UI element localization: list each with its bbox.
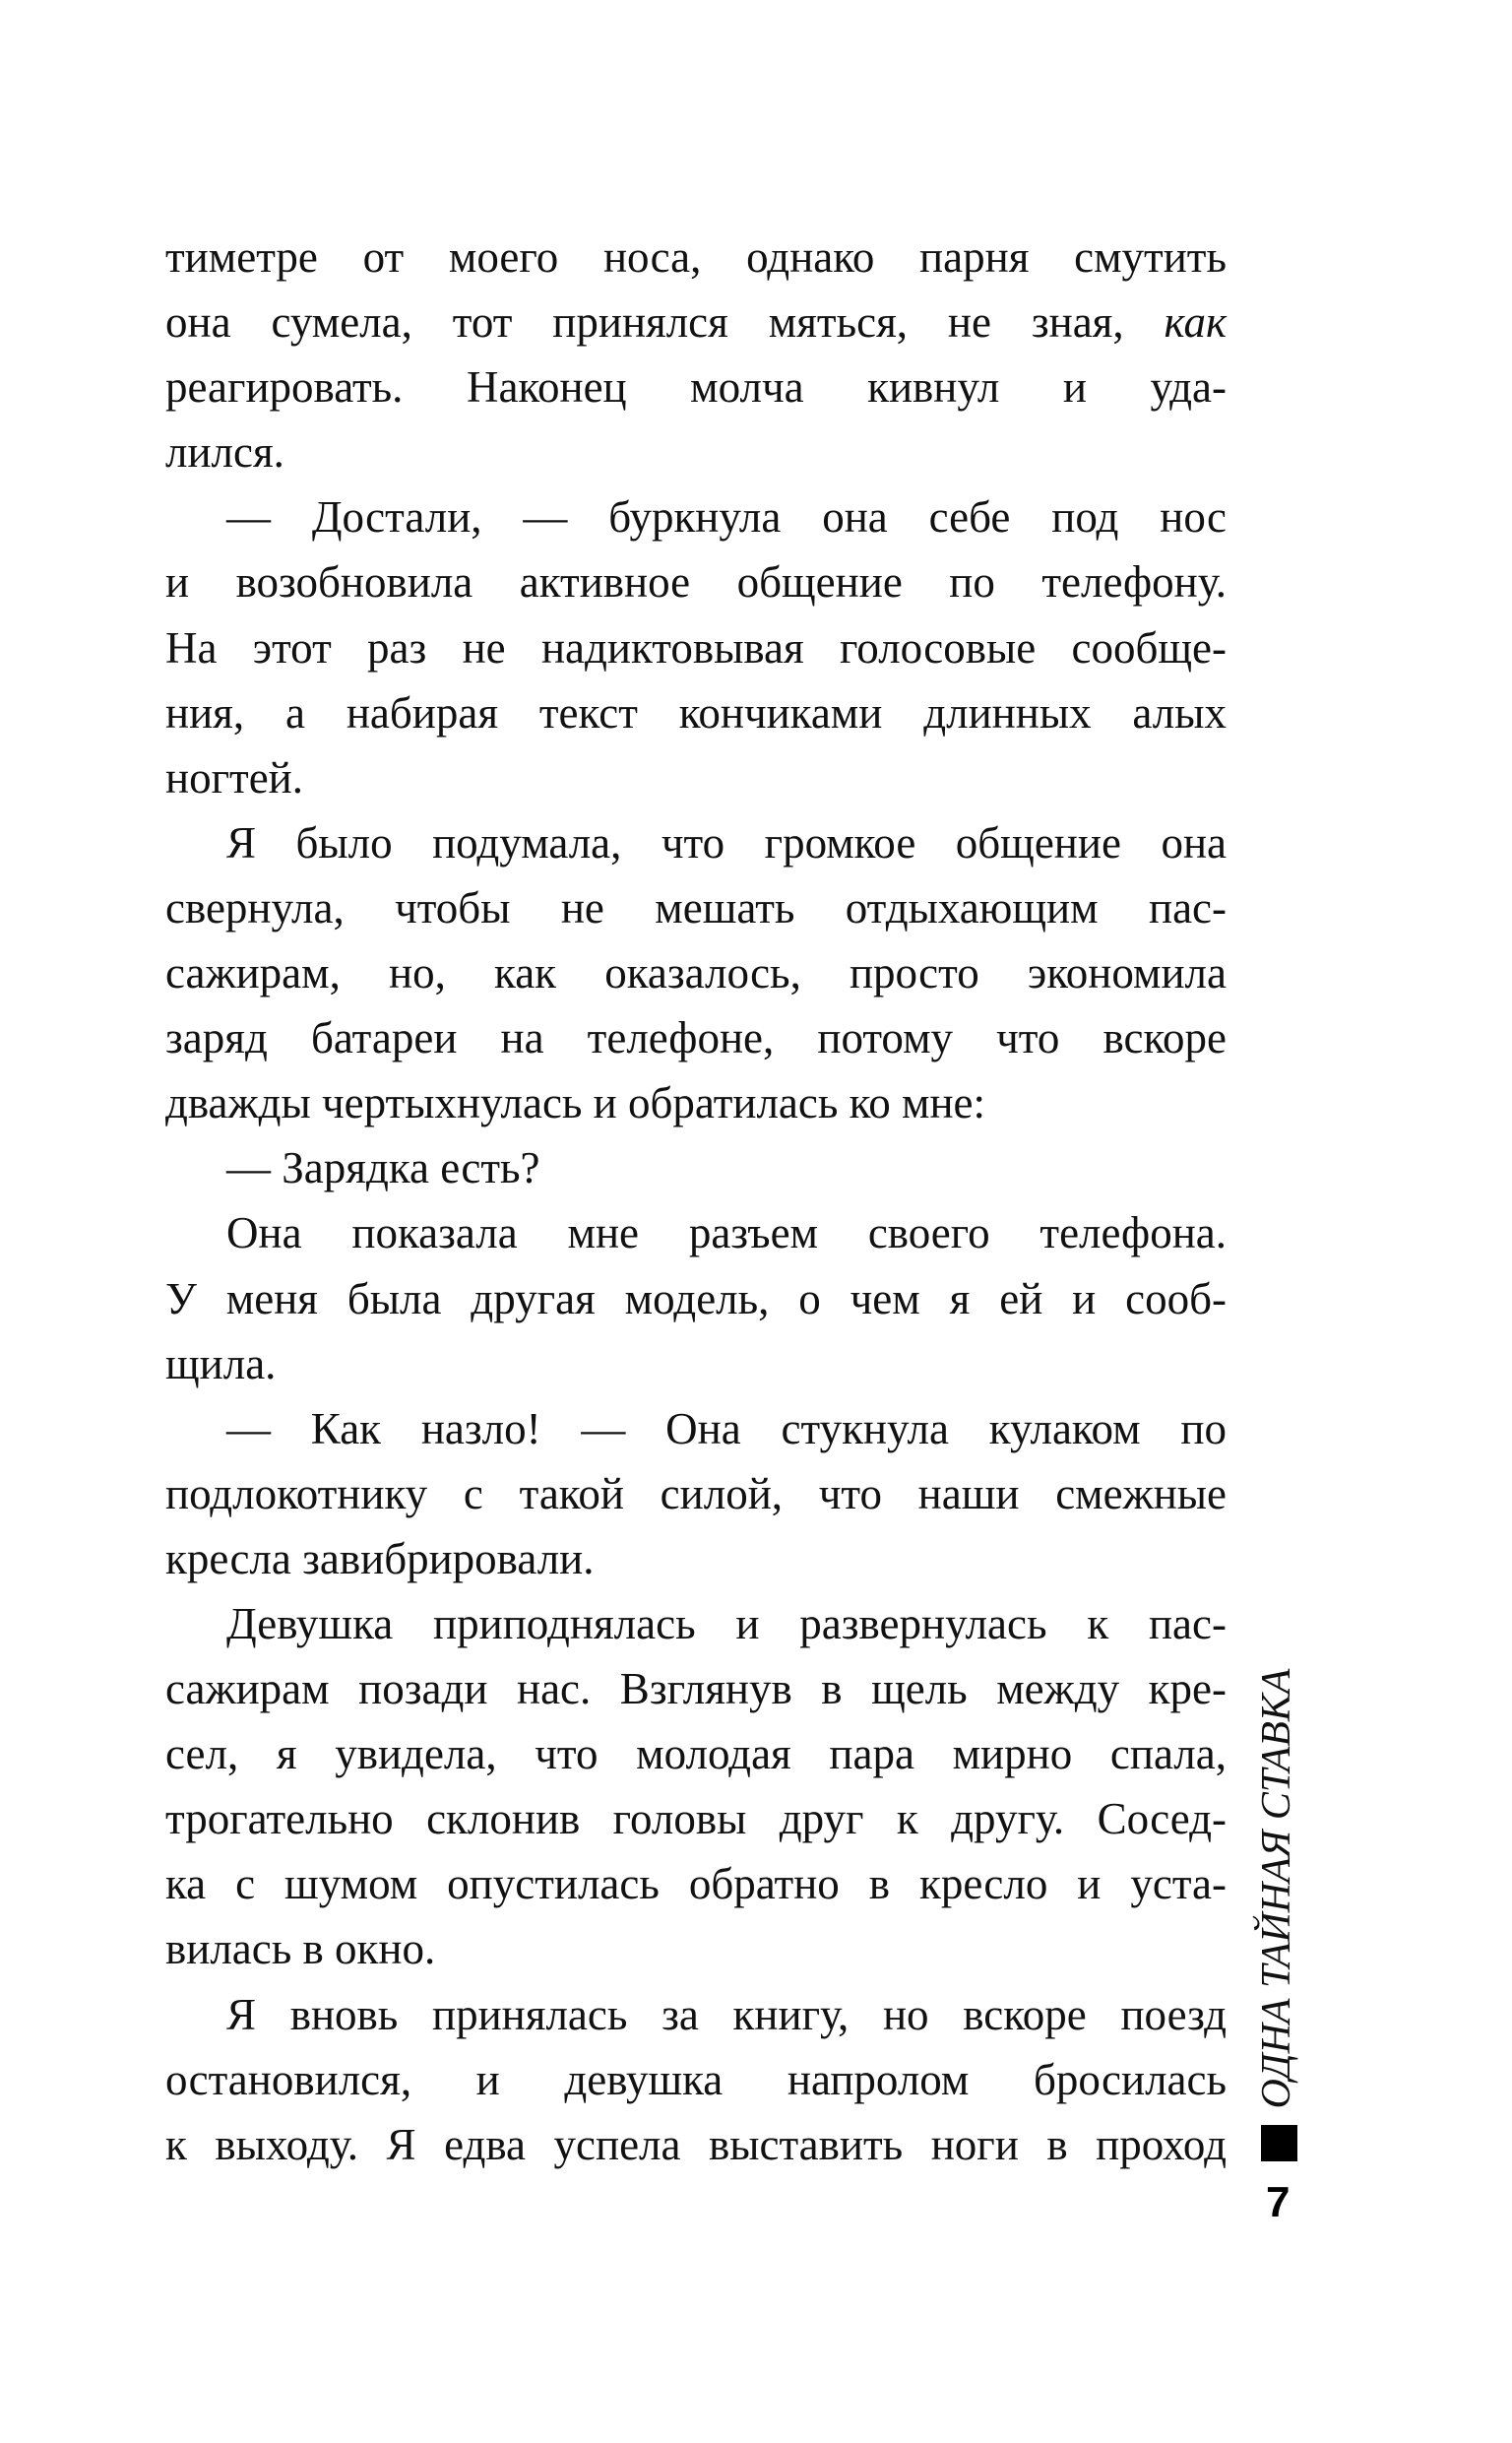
text-line: На этот раз не надиктовывая голосовые сообще- (165, 622, 1227, 673)
text-line: к выходу. Я едва успела выставить ноги в проход (165, 2119, 1227, 2169)
running-title (1252, 1664, 1301, 2112)
text-line: кресла завибрировали. (165, 1533, 595, 1583)
page-number: 7 (1266, 2178, 1291, 2226)
text-line: Я вновь принялась за книгу, но вскоре поезд (226, 1989, 1227, 2039)
text-line: ка с шумом опустилась обратно в кресло и уста- (165, 1859, 1227, 1909)
text-line: — Как назло! — Она стукнула кулаком по (226, 1403, 1227, 1453)
text-line: — Зарядка есть? (226, 1143, 540, 1193)
text-line: сажирам позади нас. Взглянув в щель между кре- (165, 1664, 1227, 1714)
page-body-text (165, 225, 1227, 2177)
text-line: остановился, и девушка напролом бросилась (165, 2054, 1227, 2104)
text-line: сел, я увидела, что молодая пара мирно спала, (165, 1729, 1227, 1779)
text-line: и возобновила активное общение по телефону. (165, 557, 1227, 608)
text-line: ния, а набирая текст кончиками длинных алых (165, 687, 1227, 738)
text-line: лился. (165, 427, 284, 478)
text-line: подлокотнику с такой силой, что наши смежные (165, 1468, 1227, 1518)
text-line: трогательно склонив головы друг к другу. Сосед- (165, 1794, 1227, 1844)
text-line: заряд батареи на телефоне, потому что вскоре (165, 1013, 1227, 1063)
text-line (165, 289, 1227, 354)
text-line: Девушка приподнялась и развернулась к пас- (226, 1598, 1227, 1648)
text-line: реагировать. Наконец молча кивнул и уда- (165, 362, 1227, 413)
text-line: ногтей. (165, 752, 304, 803)
text-line: У меня была другая модель, о чем я ей и сооб- (165, 1273, 1227, 1323)
text-line: свернула, чтобы не мешать отдыхающим пас- (165, 882, 1227, 932)
text-line: — Достали, — буркнула она себе под нос (226, 492, 1227, 543)
text-line: дважды чертыхнулась и обратилась ко мне: (165, 1078, 986, 1128)
text-line: щила. (165, 1338, 277, 1388)
text-line: сажирам, но, как оказалось, просто экономила (165, 948, 1227, 998)
text-line: тиметре от моего носа, однако парня смутить (165, 232, 1227, 282)
black-square-marker (1261, 2125, 1297, 2161)
text-line: Я было подумала, что громкое общение она (226, 817, 1227, 868)
text-line: Она показала мне разъем своего телефона. (226, 1208, 1227, 1258)
italic-emphasis: как (1164, 297, 1227, 348)
text-line-main: она сумела, тот принялся мяться, не зная, (165, 297, 1165, 348)
running-title-text: ОДНА ТАЙНАЯ СТАВКА (1254, 1668, 1299, 2108)
text-line: вилась в окно. (165, 1924, 436, 1974)
